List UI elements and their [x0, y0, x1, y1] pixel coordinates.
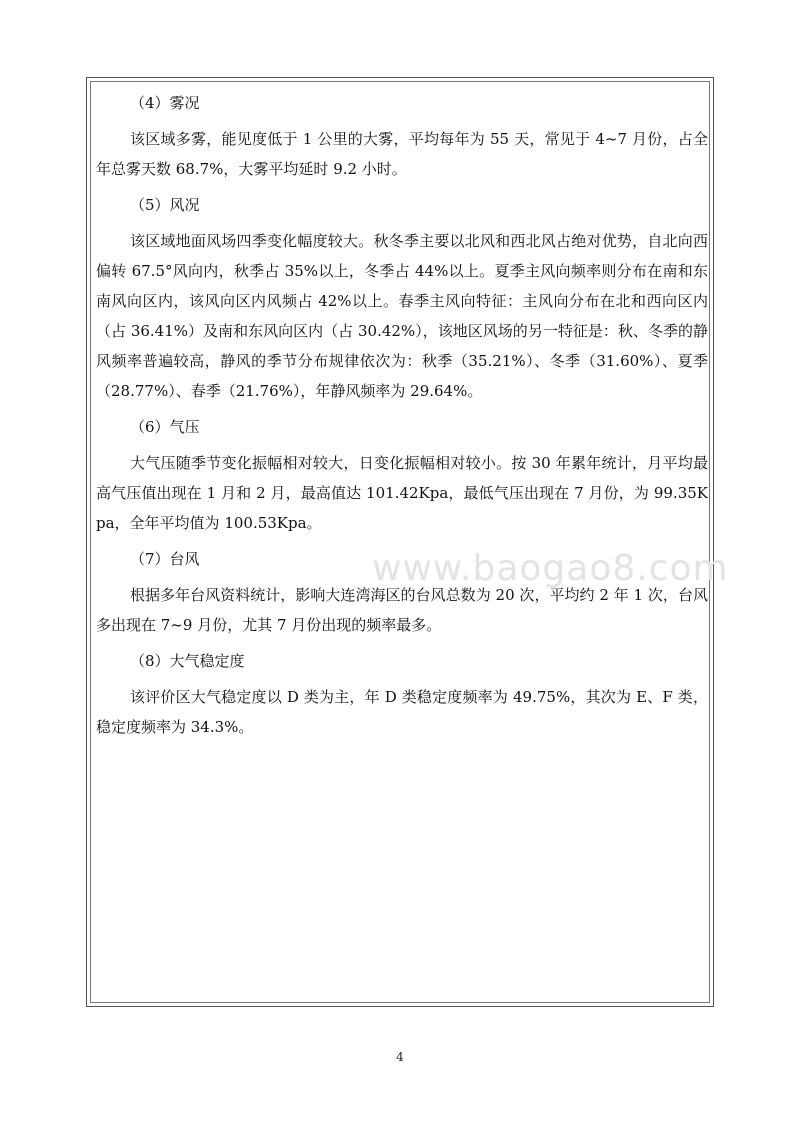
section-paragraph: 根据多年台风资料统计，影响大连湾海区的台风总数为 20 次，平均约 2 年 1 次，台风多出现在 7~9 月份，尤其 7 月份出现的频率最多。: [96, 586, 708, 634]
section-heading: （7）台风: [130, 550, 200, 568]
section-paragraph: 该区域多雾，能见度低于 1 公里的大雾，平均每年为 55 天，常见于 4~7 月份，占全年总雾天数 68.7%，大雾平均延时 9.2 小时。: [96, 130, 708, 178]
section-heading: （6）气压: [130, 418, 200, 436]
section-heading: （8）大气稳定度: [130, 652, 245, 670]
section-paragraph: 大气压随季节变化振幅相对较大，日变化振幅相对较小。按 30 年累年统计，月平均最高气压值出现在 1 月和 2 月，最高值达 101.42Kpa，最低气压出现在 7 月份，为 99.35Kpa，全年平均值为 100.53Kpa。: [96, 454, 708, 532]
section-fog: [96, 88, 708, 184]
section-heading: （4）雾况: [130, 94, 200, 112]
section-heading: （5）风况: [130, 196, 200, 214]
section-pressure: [96, 412, 708, 538]
document-body: [96, 88, 708, 748]
watermark-text: www.baogao8.com: [372, 548, 729, 589]
section-wind: [96, 190, 708, 406]
page-number: 4: [396, 1050, 404, 1064]
section-paragraph: 该区域地面风场四季变化幅度较大。秋冬季主要以北风和西北风占绝对优势，自北向西偏转 67.5°风向内，秋季占 35%以上，冬季占 44%以上。夏季主风向频率则分布在南和东南风向区内，该风向区内风频占 42%以上。春季主风向特征：主风向分布在北和西向区内（占 36.41%）及南和东风向区内（占 30.42%），该地区风场的另一特征是：秋、冬季的静风频率普遍较高，静风的季节分布规律依次为：秋季（35.21%）、冬季（31.60%）、夏季（28.77%）、春季（21.76%），年静风频率为 29.64%。: [96, 232, 708, 400]
section-stability: [96, 646, 708, 742]
section-paragraph: 该评价区大气稳定度以 D 类为主，年 D 类稳定度频率为 49.75%，其次为 E、F 类，稳定度频率为 34.3%。: [96, 688, 708, 736]
